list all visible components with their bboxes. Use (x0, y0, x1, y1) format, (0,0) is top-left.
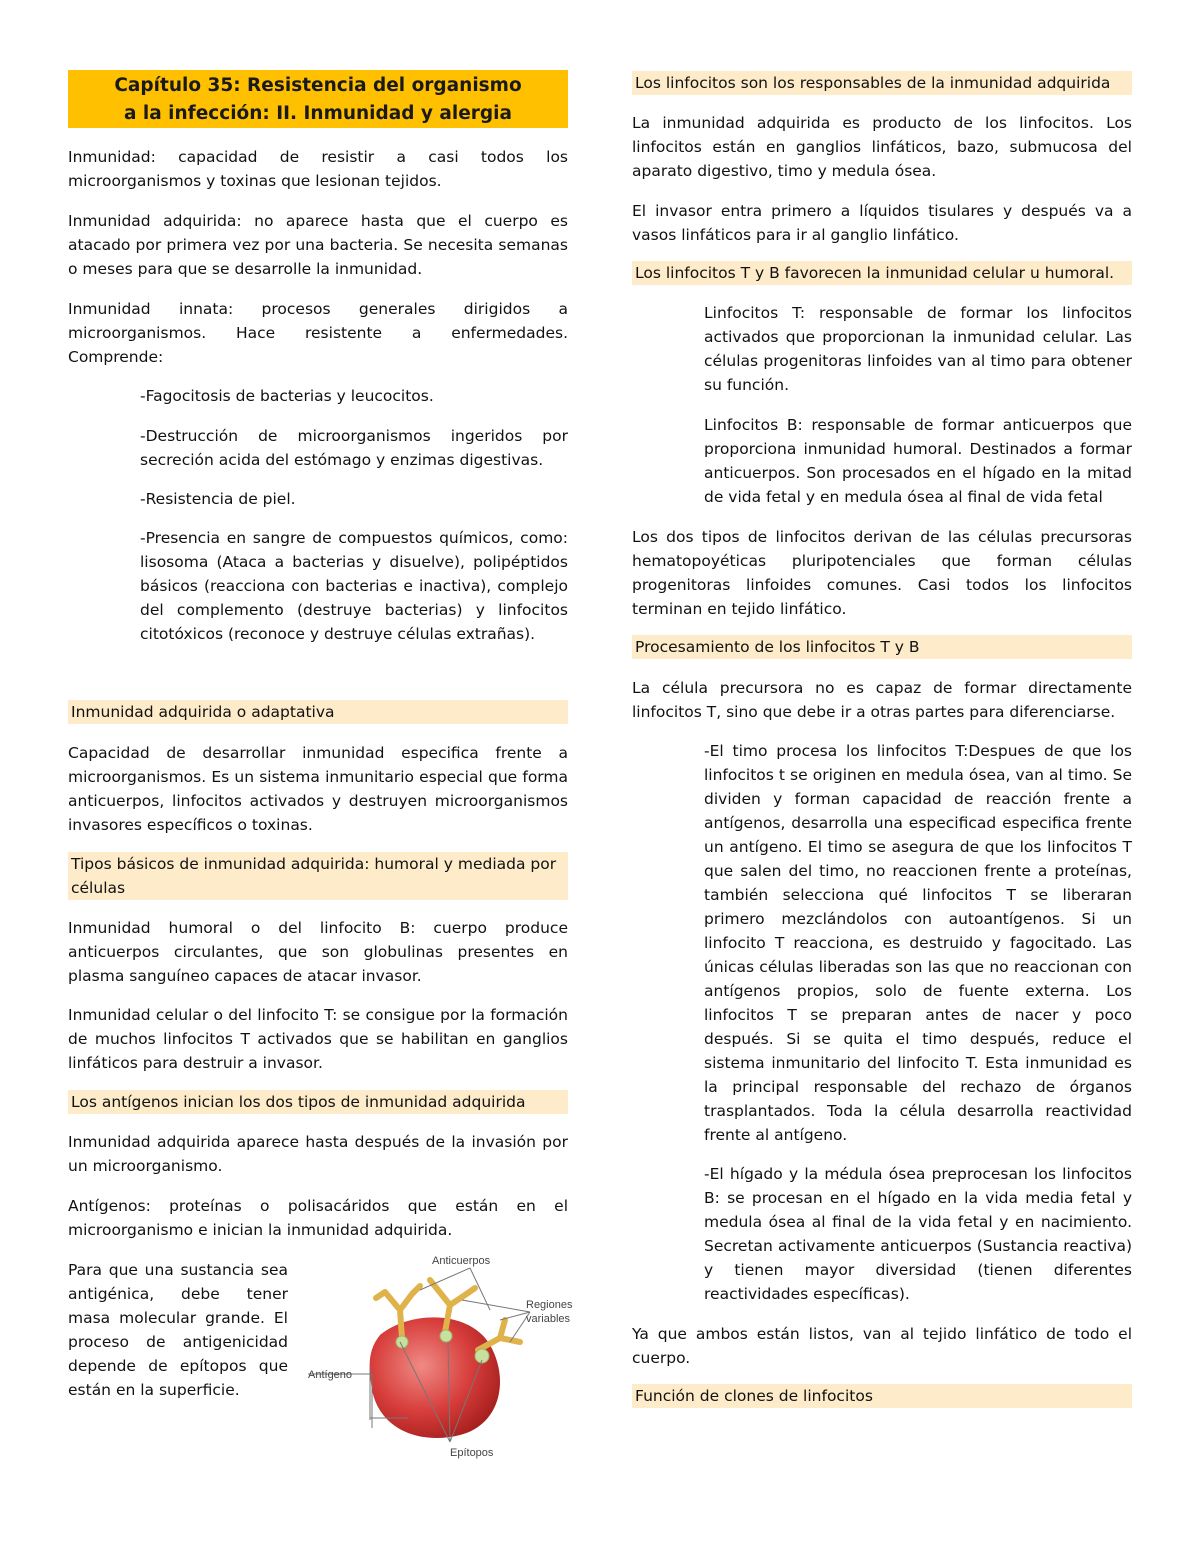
innate-item: -Presencia en sangre de compuestos químicos, como: lisosoma (Ataca a bacterias y disuelve), polipéptidos básicos (reacciona con bacterias e inactiva), complejo del complemento (destruye bacterias) y linfocitos citotóxicos (reconoce y destruye células extrañas). (140, 529, 568, 643)
label-epitopos: Epítopos (450, 1447, 494, 1459)
paragraph-antigenicidad: Para que una sustancia sea antigénica, debe tener masa molecular grande. El proceso de antigenicidad depende de epítopos que están en la superficie. (68, 1261, 288, 1399)
section-heading: Inmunidad adquirida o adaptativa (68, 700, 568, 724)
paragraph: El invasor entra primero a líquidos tisulares y después va a vasos linfáticos para ir al ganglio linfático. (632, 202, 1132, 244)
section-heading: Los linfocitos son los responsables de la inmunidad adquirida (632, 71, 1132, 95)
paragraph: Capacidad de desarrollar inmunidad especifica frente a microorganismos. Es un sistema inmunitario especial que forma anticuerpos, linfocitos activados y destruyen microorganismos invasores específicos o toxinas. (68, 744, 568, 834)
section-heading: Los antígenos inician los dos tipos de inmunidad adquirida (68, 1090, 568, 1114)
chapter-title: Capítulo 35: Resistencia del organismo a la infección: II. Inmunidad y alergia (68, 70, 568, 128)
paragraph: Los dos tipos de linfocitos derivan de las células precursoras hematopoyéticas pluripotenciales que forman células progenitoras linfoides comunes. Casi todos los linfocitos terminan en tejido linfático. (632, 528, 1132, 618)
paragraph-inmunidad-innata: Inmunidad innata: procesos generales dirigidos a microorganismos. Hace resistente a enfermedades. Comprende: (68, 300, 568, 366)
paragraph: Inmunidad celular o del linfocito T: se consigue por la formación de muchos linfocitos T activados que se habilitan en ganglios linfáticos para destruir a invasor. (68, 1006, 568, 1072)
antigen-figure (300, 1250, 580, 1460)
paragraph-higado: -El hígado y la médula ósea preprocesan los linfocitos B: se procesan en el hígado en la vida media fetal y medula ósea al final de la vida fetal y en nacimiento. Secretan activamente anticuerpos (Sustancia reactiva) y tienen mayor diversidad (tienen diferentes reactividades específicas). (704, 1165, 1132, 1303)
label-antigeno: Antígeno (308, 1369, 353, 1381)
innate-item: -Resistencia de piel. (140, 490, 296, 508)
section-heading: Función de clones de linfocitos (632, 1384, 1132, 1408)
section-heading: Procesamiento de los linfocitos T y B (632, 635, 1132, 659)
label-variables: variables (526, 1313, 571, 1325)
paragraph-inmunidad: Inmunidad: capacidad de resistir a casi todos los microorganismos y toxinas que lesionan tejidos. (68, 148, 568, 190)
section-heading: Los linfocitos T y B favorecen la inmunidad celular u humoral. (632, 261, 1132, 285)
section-heading: Tipos básicos de inmunidad adquirida: humoral y mediada por células (68, 852, 568, 900)
paragraph-linfocitos-t: Linfocitos T: responsable de formar los linfocitos activados que proporcionan la inmunidad celular. Las células progenitoras linfoides van al timo para obtener su función. (704, 304, 1132, 394)
label-regiones: Regiones (526, 1299, 573, 1311)
label-anticuerpos: Anticuerpos (432, 1255, 491, 1267)
innate-item: -Fagocitosis de bacterias y leucocitos. (140, 387, 434, 405)
innate-item: -Destrucción de microorganismos ingeridos por secreción acida del estómago y enzimas digestivas. (140, 427, 568, 469)
paragraph: La célula precursora no es capaz de formar directamente linfocitos T, sino que debe ir a otras partes para diferenciarse. (632, 679, 1132, 721)
paragraph: La inmunidad adquirida es producto de los linfocitos. Los linfocitos están en ganglios linfáticos, bazo, submucosa del aparato digestivo, timo y medula ósea. (632, 114, 1132, 180)
paragraph: Inmunidad adquirida aparece hasta después de la invasión por un microorganismo. (68, 1133, 568, 1175)
paragraph-timo: -El timo procesa los linfocitos T:Despues de que los linfocitos t se originen en medula ósea, van al timo. Se dividen y forman capacidad de reacción frente a antígenos, desarrolla una especificad especifica frente un antígeno. El timo se asegura de que los linfocitos T que salen del timo, no reaccionen frente a proteínas, también selecciona qué linfocitos T se liberaran primero mezclándolos con autoantígenos. Si un linfocito T reacciona, es destruido y fagocitado. Las únicas células liberadas son las que no reaccionan con antígenos propios, solo de fuente externa. Los linfocitos T se preparan antes de nacer y poco después. Si se quita el timo después, reduce el sistema inmunitario del linfocito T. Esta inmunidad es la principal responsable del rechazo de órganos trasplantados. Toda la célula desarrolla reactividad frente al antígeno. (704, 742, 1132, 1144)
paragraph: Inmunidad humoral o del linfocito B: cuerpo produce anticuerpos circulantes, que son globulinas presentes en plasma sanguíneo capaces de atacar invasor. (68, 919, 568, 985)
paragraph: Antígenos: proteínas o polisacáridos que están en el microorganismo e inician la inmunidad adquirida. (68, 1197, 568, 1239)
paragraph-inmunidad-adquirida: Inmunidad adquirida: no aparece hasta que el cuerpo es atacado por primera vez por una bacteria. Se necesita semanas o meses para que se desarrolle la inmunidad. (68, 212, 568, 278)
antigen-diagram (300, 1250, 580, 1460)
paragraph: Ya que ambos están listos, van al tejido linfático de todo el cuerpo. (632, 1325, 1132, 1367)
antigen-body (370, 1317, 500, 1438)
paragraph-linfocitos-b: Linfocitos B: responsable de formar anticuerpos que proporciona inmunidad humoral. Destinados a formar anticuerpos. Son procesados en el hígado en la mitad de vida fetal y en medula ósea al final de vida fetal (704, 416, 1132, 506)
